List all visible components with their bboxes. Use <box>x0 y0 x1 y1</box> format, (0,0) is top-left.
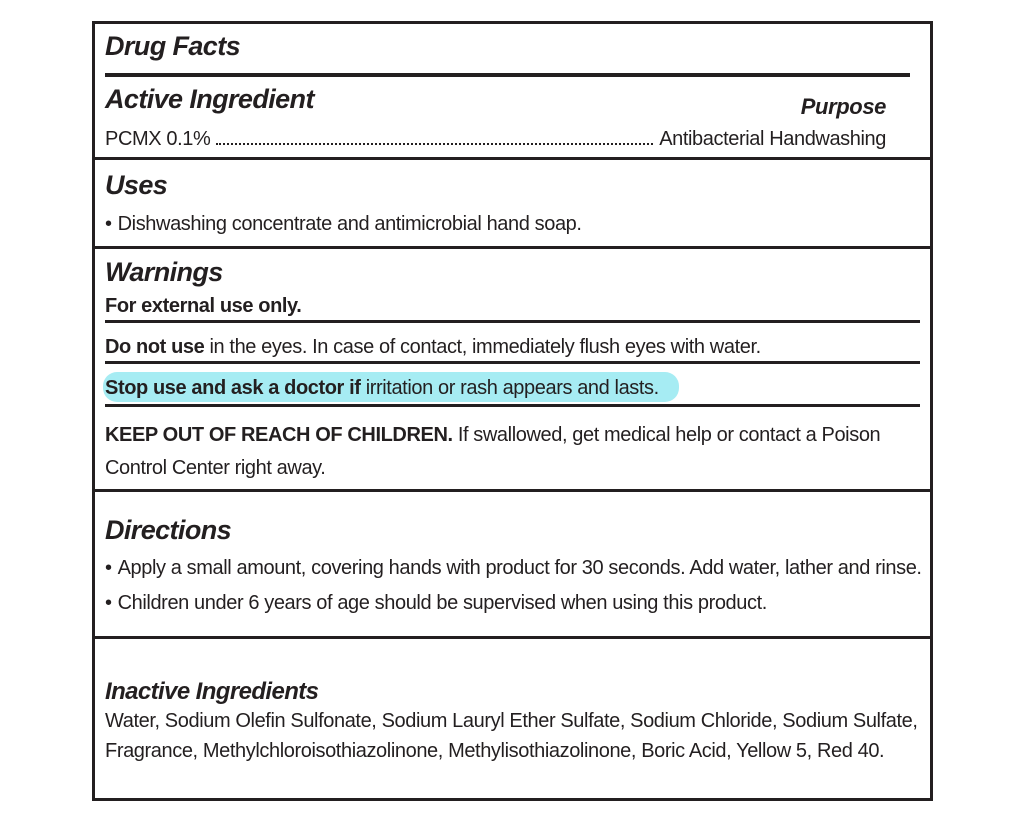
do-not-use-warning <box>105 336 761 359</box>
stop-use-text: irritation or rash appears and lasts. <box>360 377 659 399</box>
dot-leader <box>216 143 653 145</box>
warnings-rule <box>105 320 920 323</box>
drug-facts-title: Drug Facts <box>105 31 241 61</box>
directions-heading: Directions <box>105 515 232 545</box>
uses-heading: Uses <box>105 170 168 200</box>
list-item <box>105 213 582 236</box>
drug-facts-panel <box>92 21 933 801</box>
external-use-text: For external use only. <box>105 295 302 317</box>
inactive-ingredients-heading: Inactive Ingredients <box>105 678 319 705</box>
list-item <box>105 592 767 615</box>
do-not-use-text: in the eyes. In case of contact, immediately flush eyes with water. <box>204 336 761 358</box>
keep-out-lead: KEEP OUT OF REACH OF CHILDREN. <box>105 424 453 446</box>
active-ingredient-purpose: Antibacterial Handwashing <box>659 128 886 150</box>
active-ingredient-row <box>105 128 886 151</box>
warnings-rule <box>105 361 920 364</box>
keep-out-warning <box>105 419 920 485</box>
stop-use-warning <box>105 377 659 400</box>
directions-item-text: Apply a small amount, covering hands with product for 30 seconds. Add water, lather and rinse. <box>117 557 922 579</box>
do-not-use-lead: Do not use <box>105 336 205 358</box>
stop-use-lead: Stop use and ask a doctor if <box>105 377 361 399</box>
active-ingredient-name: PCMX 0.1% <box>105 128 211 150</box>
bullet-icon: • <box>105 592 112 614</box>
bullet-icon: • <box>105 213 112 235</box>
section-divider <box>95 157 930 160</box>
directions-item-text: Children under 6 years of age should be supervised when using this product. <box>117 592 767 614</box>
warnings-rule <box>105 404 920 407</box>
warnings-heading: Warnings <box>105 257 223 287</box>
purpose-heading: Purpose <box>800 94 886 119</box>
uses-item-text: Dishwashing concentrate and antimicrobial hand soap. <box>117 213 582 235</box>
section-divider <box>95 489 930 492</box>
list-item <box>105 557 922 580</box>
active-ingredient-heading: Active Ingredient <box>105 84 314 114</box>
inactive-ingredients-text: Water, Sodium Olefin Sulfonate, Sodium Lauryl Ether Sulfate, Sodium Chloride, Sodium Sulfate, Fragrance, Methylchloroisothiazolinone, Methylisothiazolinone, Boric Acid, Yellow 5, Red 40. <box>105 710 918 762</box>
title-rule <box>105 73 910 77</box>
section-divider <box>95 246 930 249</box>
bullet-icon: • <box>105 557 112 579</box>
section-divider <box>95 636 930 639</box>
keep-out-text: If swallowed, get medical help or contact a Poison Control Center right away. <box>105 424 881 479</box>
